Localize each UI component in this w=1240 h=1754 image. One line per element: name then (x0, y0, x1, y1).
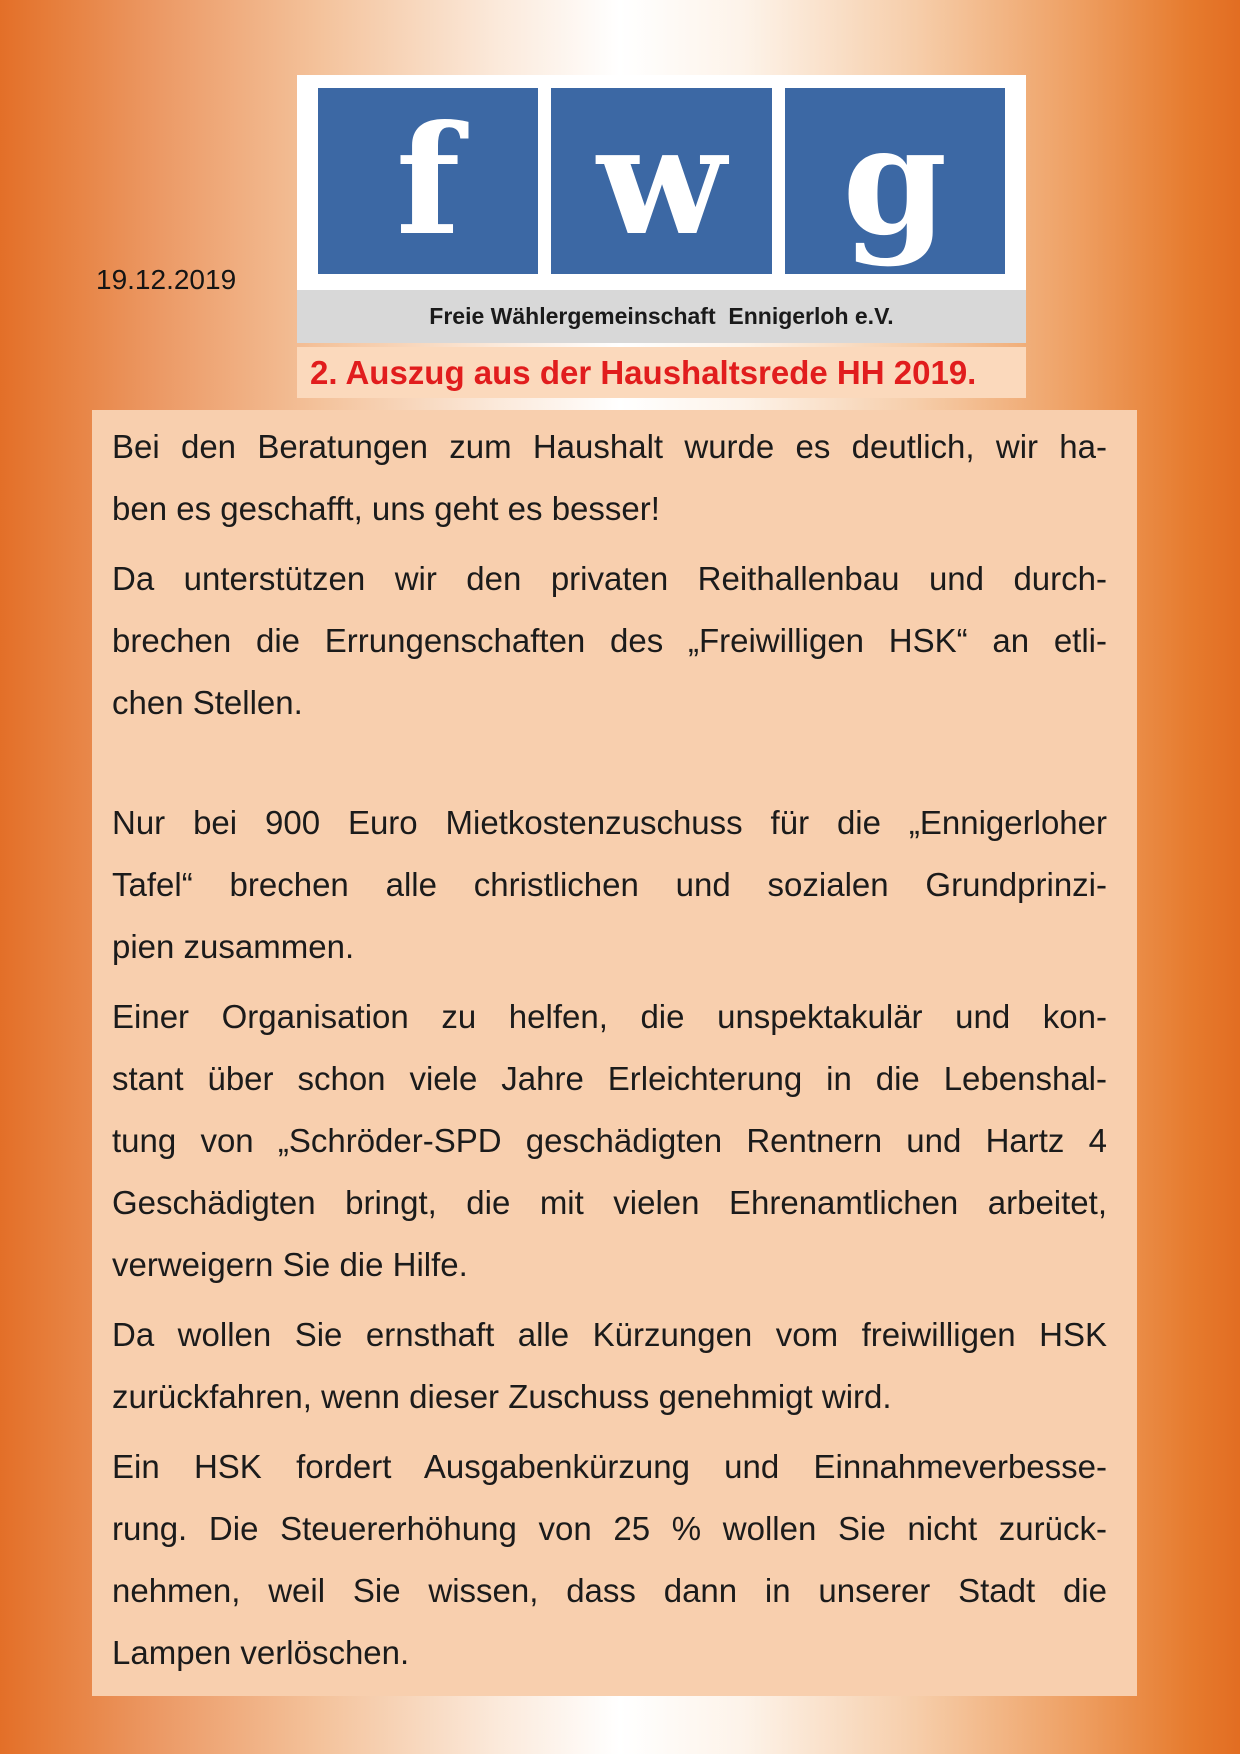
logo-tile-w (551, 88, 771, 274)
text-line: verweigern Sie die Hilfe. (112, 1246, 468, 1283)
text-line: ben es geschafft, uns geht es besser! (112, 490, 660, 527)
paragraph-1 (112, 416, 1107, 540)
logo-tile-g (785, 88, 1005, 274)
text-line: tung von „Schröder-SPD geschädigten Rentnern und Hartz 4 (112, 1122, 1107, 1159)
paragraph-5 (112, 1304, 1107, 1428)
date-label: 19.12.2019 (96, 264, 237, 295)
text-line: chen Stellen. (112, 684, 303, 721)
fwg-logo (297, 75, 1026, 290)
org-name-bar (297, 290, 1026, 343)
text-line: Tafel“ brechen alle christlichen und sozialen Grundprinzi- (112, 866, 1107, 903)
text-line: Ein HSK fordert Ausgabenkürzung und Einnahmeverbesse- (112, 1448, 1107, 1485)
logo-letter-g: g (842, 93, 948, 269)
text-line: Da wollen Sie ernsthaft alle Kürzungen vom freiwilligen HSK (112, 1316, 1107, 1353)
page-title: 2. Auszug aus der Haushaltsrede HH 2019. (310, 353, 977, 391)
text-line: stant über schon viele Jahre Erleichterung in die Lebenshal- (112, 1060, 1107, 1097)
text-line: Einer Organisation zu helfen, die unspektakulär und kon- (112, 998, 1107, 1035)
logo-letter-f: f (395, 93, 461, 269)
paragraph-4 (112, 986, 1107, 1296)
text-line: nehmen, weil Sie wissen, dass dann in unserer Stadt die (112, 1572, 1107, 1609)
content-box (92, 410, 1137, 1696)
text-line: Geschädigten bringt, die mit vielen Ehrenamtlichen arbeitet, (112, 1184, 1107, 1221)
text-line: brechen die Errungenschaften des „Freiwilligen HSK“ an etli- (112, 622, 1107, 659)
text-line: zurückfahren, wenn dieser Zuschuss genehmigt wird. (112, 1378, 892, 1415)
logo-letter-w: w (596, 93, 727, 269)
org-name-label: Freie Wählergemeinschaft Ennigerloh e.V. (429, 303, 894, 329)
headline-bar (297, 347, 1026, 398)
paragraph-6 (112, 1436, 1107, 1684)
text-line: rung. Die Steuererhöhung von 25 % wollen Sie nicht zurück- (112, 1510, 1107, 1547)
text-line: pien zusammen. (112, 928, 355, 965)
paragraph-3 (112, 792, 1107, 978)
text-line: Lampen verlöschen. (112, 1634, 410, 1671)
text-line: Nur bei 900 Euro Mietkostenzuschuss für die „Ennigerloher (112, 804, 1107, 841)
paragraph-2 (112, 548, 1107, 734)
text-line: Bei den Beratungen zum Haushalt wurde es deutlich, wir ha- (112, 428, 1107, 465)
logo-tile-f (318, 88, 538, 274)
text-line: Da unterstützen wir den privaten Reithallenbau und durch- (112, 560, 1107, 597)
